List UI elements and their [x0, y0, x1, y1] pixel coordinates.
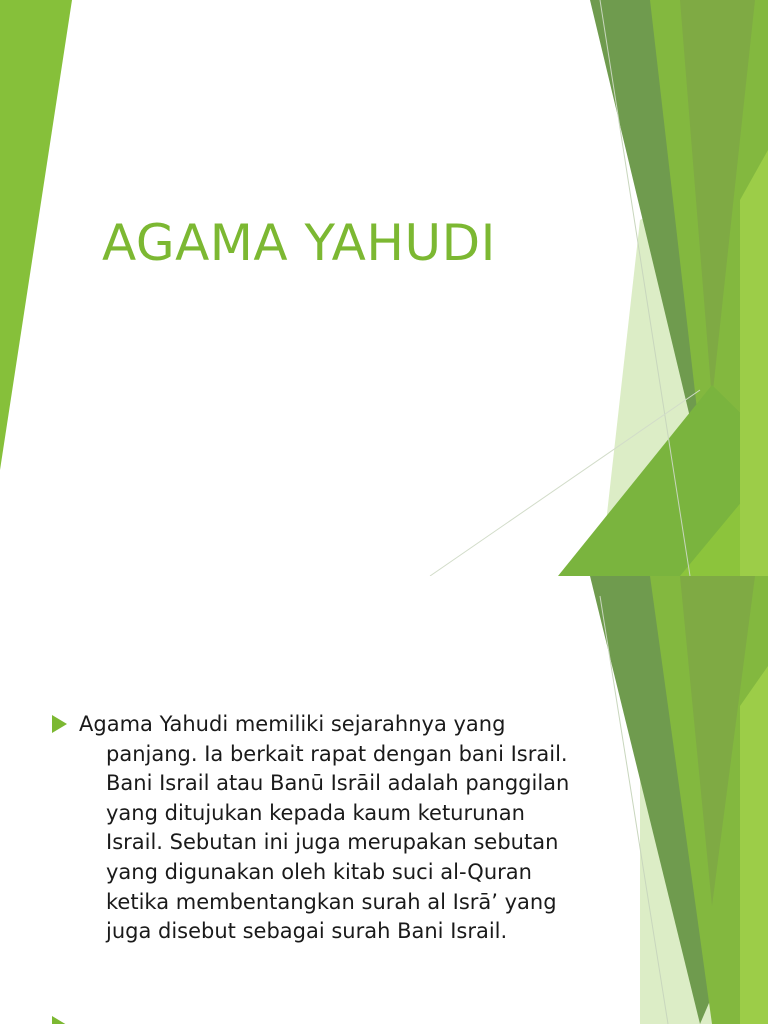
bullet-item	[52, 710, 572, 947]
bullet-arrow-icon	[52, 715, 67, 733]
bullet-arrow-icon	[52, 1016, 67, 1024]
lime-edge-facet	[740, 150, 768, 576]
content-slide	[0, 576, 768, 1024]
slide-title: AGAMA YAHUDI	[102, 214, 496, 272]
lime-edge-facet	[740, 666, 768, 1024]
bullet-text: Agama Yahudi memiliki sejarahnya yang panjang. Ia berkait rapat dengan bani Israil. Bani Israil atau Banū Isrāil adalah panggilan yang ditujukan kepada kaum keturunan Israil. Sebutan ini juga merupakan sebutan yang digunakan oleh kitab suci al-Quran ketika membentangkan surah al Isrā’ yang juga disebut sebagai surah Bani Israil.	[79, 712, 570, 944]
left-green-stripe	[0, 0, 72, 470]
